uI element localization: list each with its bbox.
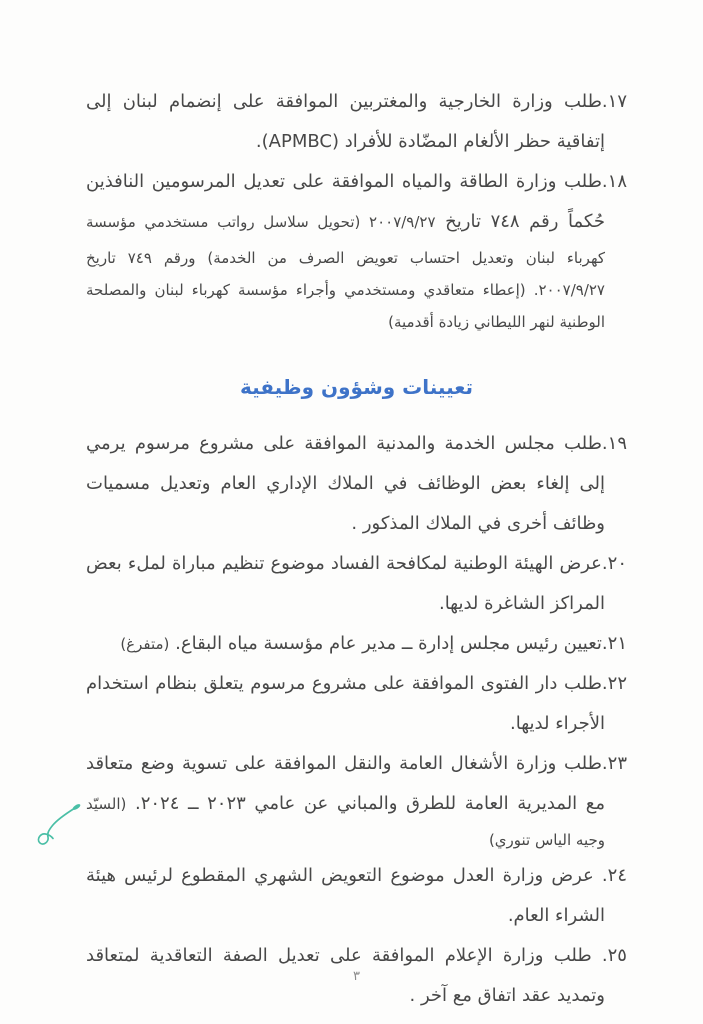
item-note: (متفرغ): [120, 635, 170, 653]
item-text: طلب وزارة الإعلام الموافقة على تعديل الصفة التعاقدية لمتعاقد وتمديد عقد اتفاق مع آخر .: [86, 945, 605, 1006]
item-text: طلب دار الفتوى الموافقة على مشروع مرسوم يتعلق بنظام استخدام الأجراء لديها.: [86, 673, 605, 734]
item-number: ٢٥.: [591, 945, 627, 966]
list-item: [86, 82, 627, 162]
item-text: طلب وزارة الخارجية والمغتربين الموافقة على إنضمام لبنان إلى إتفاقية حظر الألغام المضّادة للأفراد (APMBC).: [86, 91, 605, 152]
handwritten-pen-mark: [34, 798, 90, 850]
item-number: ٢٢.: [601, 673, 627, 694]
list-item: [86, 664, 627, 744]
list-item: [86, 744, 627, 856]
item-text: عرض وزارة العدل موضوع التعويض الشهري المقطوع لرئيس هيئة الشراء العام.: [86, 865, 605, 926]
item-text: طلب وزارة الطاقة والمياه الموافقة على تعديل المرسومين النافذين حُكماً رقم ٧٤٨ تاريخ: [86, 171, 606, 232]
item-text: طلب مجلس الخدمة والمدنية الموافقة على مشروع مرسوم يرمي إلى إلغاء بعض الوظائف في الملاك الإداري العام وتعديل مسميات وظائف أخرى في الملاك المذكور .: [86, 433, 605, 534]
list-item: [86, 424, 627, 544]
item-number: ٢٣.: [601, 753, 627, 774]
list-item: [86, 544, 627, 624]
item-number: ٢٠.: [601, 553, 627, 574]
item-number: ٢٤.: [593, 865, 627, 886]
list-item: [86, 624, 627, 664]
item-number: ١٧.: [601, 91, 627, 112]
item-number: ٢١.: [601, 633, 627, 654]
item-number: ١٨.: [601, 171, 627, 192]
item-text: عرض الهيئة الوطنية لمكافحة الفساد موضوع تنظيم مباراة لملء بعض المراكز الشاغرة لديها.: [86, 553, 605, 614]
section-heading: تعيينات وشؤون وظيفية: [239, 375, 474, 399]
item-number: ١٩.: [601, 433, 627, 454]
item-text: طلب وزارة الأشغال العامة والنقل الموافقة على تسوية وضع متعاقد مع المديرية العامة للطرق والمباني عن عامي ٢٠٢٣ ــ ٢٠٢٤.: [86, 753, 606, 814]
list-item: [86, 856, 627, 936]
list-item: [86, 162, 627, 338]
item-note: (السيّد وجيه الياس تنوري): [86, 795, 605, 849]
page-number: ٣: [353, 969, 360, 984]
item-note: ٢٠٠٧/٩/٢٧ (تحويل سلاسل رواتب مستخدمي مؤسسة كهرباء لبنان وتعديل احتساب تعويض الصرف من الخدمة) ورقم ٧٤٩ تاريخ ٢٠٠٧/٩/٢٧. (إعطاء متعاقدي ومستخدمي وأجراء مؤسسة كهرباء لبنان والمصلحة الوطنية لنهر الليطاني زيادة أقدمية): [86, 213, 605, 331]
item-text: تعيين رئيس مجلس إدارة ــ مدير عام مؤسسة مياه البقاع.: [169, 633, 602, 654]
